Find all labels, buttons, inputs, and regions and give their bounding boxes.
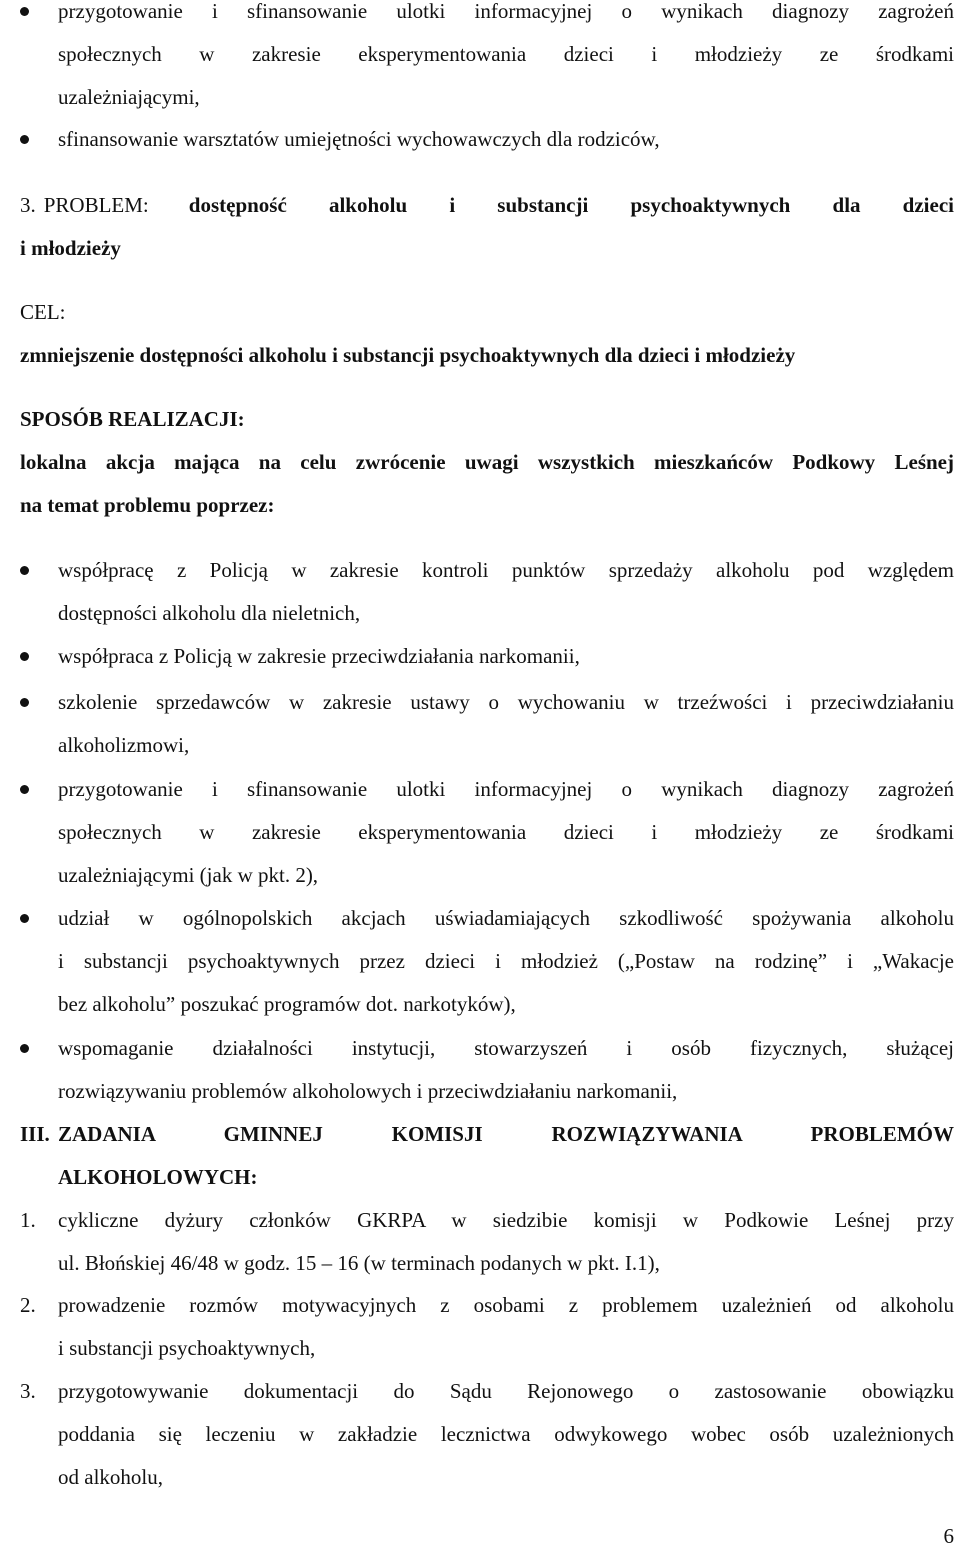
text-line: alkoholizmowi,: [58, 733, 190, 757]
text-line: uzależniającymi,: [58, 85, 200, 109]
method-description: [20, 441, 954, 527]
bullet-icon: [20, 566, 29, 575]
task-number: 3.: [20, 1379, 36, 1403]
text-line: na temat problemu poprzez:: [20, 493, 275, 517]
section-heading: [58, 1113, 954, 1199]
text-line: bez alkoholu” poszukać programów dot. narkotyków),: [58, 992, 516, 1016]
method-label: SPOSÓB REALIZACJI:: [20, 407, 245, 431]
list-item: [58, 0, 954, 119]
text-line: cykliczne dyżury członków GKRPA w siedzibie komisji w Podkowie Leśnej przy: [58, 1208, 954, 1232]
text-line: społecznych w zakresie eksperymentowania dzieci i młodzieży ze środkami: [58, 820, 954, 844]
list-item: [58, 1027, 954, 1113]
text-line: przygotowanie i sfinansowanie ulotki informacyjnej o wynikach diagnozy zagrożeń: [58, 0, 954, 23]
section-title-continued: ALKOHOLOWYCH:: [58, 1165, 258, 1189]
text-line: uzależniającymi (jak w pkt. 2),: [58, 863, 319, 887]
text-line: i substancji psychoaktywnych,: [58, 1336, 316, 1360]
text-line: wspomaganie działalności instytucji, stowarzyszeń i osób fizycznych, służącej: [58, 1036, 954, 1060]
bullet-icon: [20, 698, 29, 707]
text-line: społecznych w zakresie eksperymentowania dzieci i młodzieży ze środkami: [58, 42, 954, 66]
text-line: udział w ogólnopolskich akcjach uświadamiających szkodliwość spożywania alkoholu: [58, 906, 954, 930]
problem-number: 3.: [20, 193, 36, 217]
list-item: [58, 897, 954, 1026]
bullet-icon: [20, 785, 29, 794]
task-number: 1.: [20, 1208, 36, 1232]
text-line: współpracę z Policją w zakresie kontroli punktów sprzedaży alkoholu pod względem: [58, 558, 954, 582]
bullet-icon: [20, 1044, 29, 1053]
goal-text: zmniejszenie dostępności alkoholu i substancji psychoaktywnych dla dzieci i młodzieży: [20, 343, 796, 367]
problem-title-continued: i młodzieży: [20, 236, 121, 260]
list-item: [58, 768, 954, 897]
text-line: lokalna akcja mająca na celu zwrócenie uwagi wszystkich mieszkańców Podkowy Leśnej: [20, 450, 954, 474]
text-line: rozwiązywaniu problemów alkoholowych i przeciwdziałaniu narkomanii,: [58, 1079, 678, 1103]
list-item: [58, 635, 954, 678]
task-number: 2.: [20, 1293, 36, 1317]
text-line: prowadzenie rozmów motywacyjnych z osobami z problemem uzależnień od alkoholu: [58, 1293, 954, 1317]
list-item: [58, 681, 954, 767]
bullet-icon: [20, 652, 29, 661]
task-item: [58, 1199, 954, 1285]
text-line: przygotowanie i sfinansowanie ulotki informacyjnej o wynikach diagnozy zagrożeń: [58, 777, 954, 801]
text-line: dostępności alkoholu dla nieletnich,: [58, 601, 361, 625]
text-line: szkolenie sprzedawców w zakresie ustawy o wychowaniu w trzeźwości i przeciwdziałaniu: [58, 690, 954, 714]
text-line: współpraca z Policją w zakresie przeciwdziałania narkomanii,: [58, 644, 580, 668]
text-line: sfinansowanie warsztatów umiejętności wychowawczych dla rodziców,: [58, 127, 660, 151]
page-number: 6: [943, 1524, 954, 1548]
section-numeral: III.: [20, 1122, 50, 1146]
problem-heading: [20, 184, 954, 270]
problem-title: dostępność alkoholu i substancji psychoaktywnych dla dzieci: [188, 193, 954, 217]
bullet-icon: [20, 7, 29, 16]
text-line: i substancji psychoaktywnych przez dzieci i młodzież („Postaw na rodzinę” i „Wakacje: [58, 949, 954, 973]
task-item: [58, 1284, 954, 1370]
text-line: od alkoholu,: [58, 1465, 163, 1489]
list-item: [58, 549, 954, 635]
list-item: [58, 118, 954, 161]
text-line: przygotowywanie dokumentacji do Sądu Rejonowego o zastosowanie obowiązku: [58, 1379, 954, 1403]
problem-label: PROBLEM:: [43, 193, 149, 217]
bullet-icon: [20, 135, 29, 144]
task-item: [58, 1370, 954, 1499]
section-title: ZADANIA GMINNEJ KOMISJI ROZWIĄZYWANIA PROBLEMÓW: [58, 1122, 954, 1146]
text-line: poddania się leczeniu w zakładzie lecznictwa odwykowego wobec osób uzależnionych: [58, 1422, 954, 1446]
bullet-icon: [20, 914, 29, 923]
text-line: ul. Błońskiej 46/48 w godz. 15 – 16 (w terminach podanych w pkt. I.1),: [58, 1251, 660, 1275]
goal-label: CEL:: [20, 300, 66, 324]
